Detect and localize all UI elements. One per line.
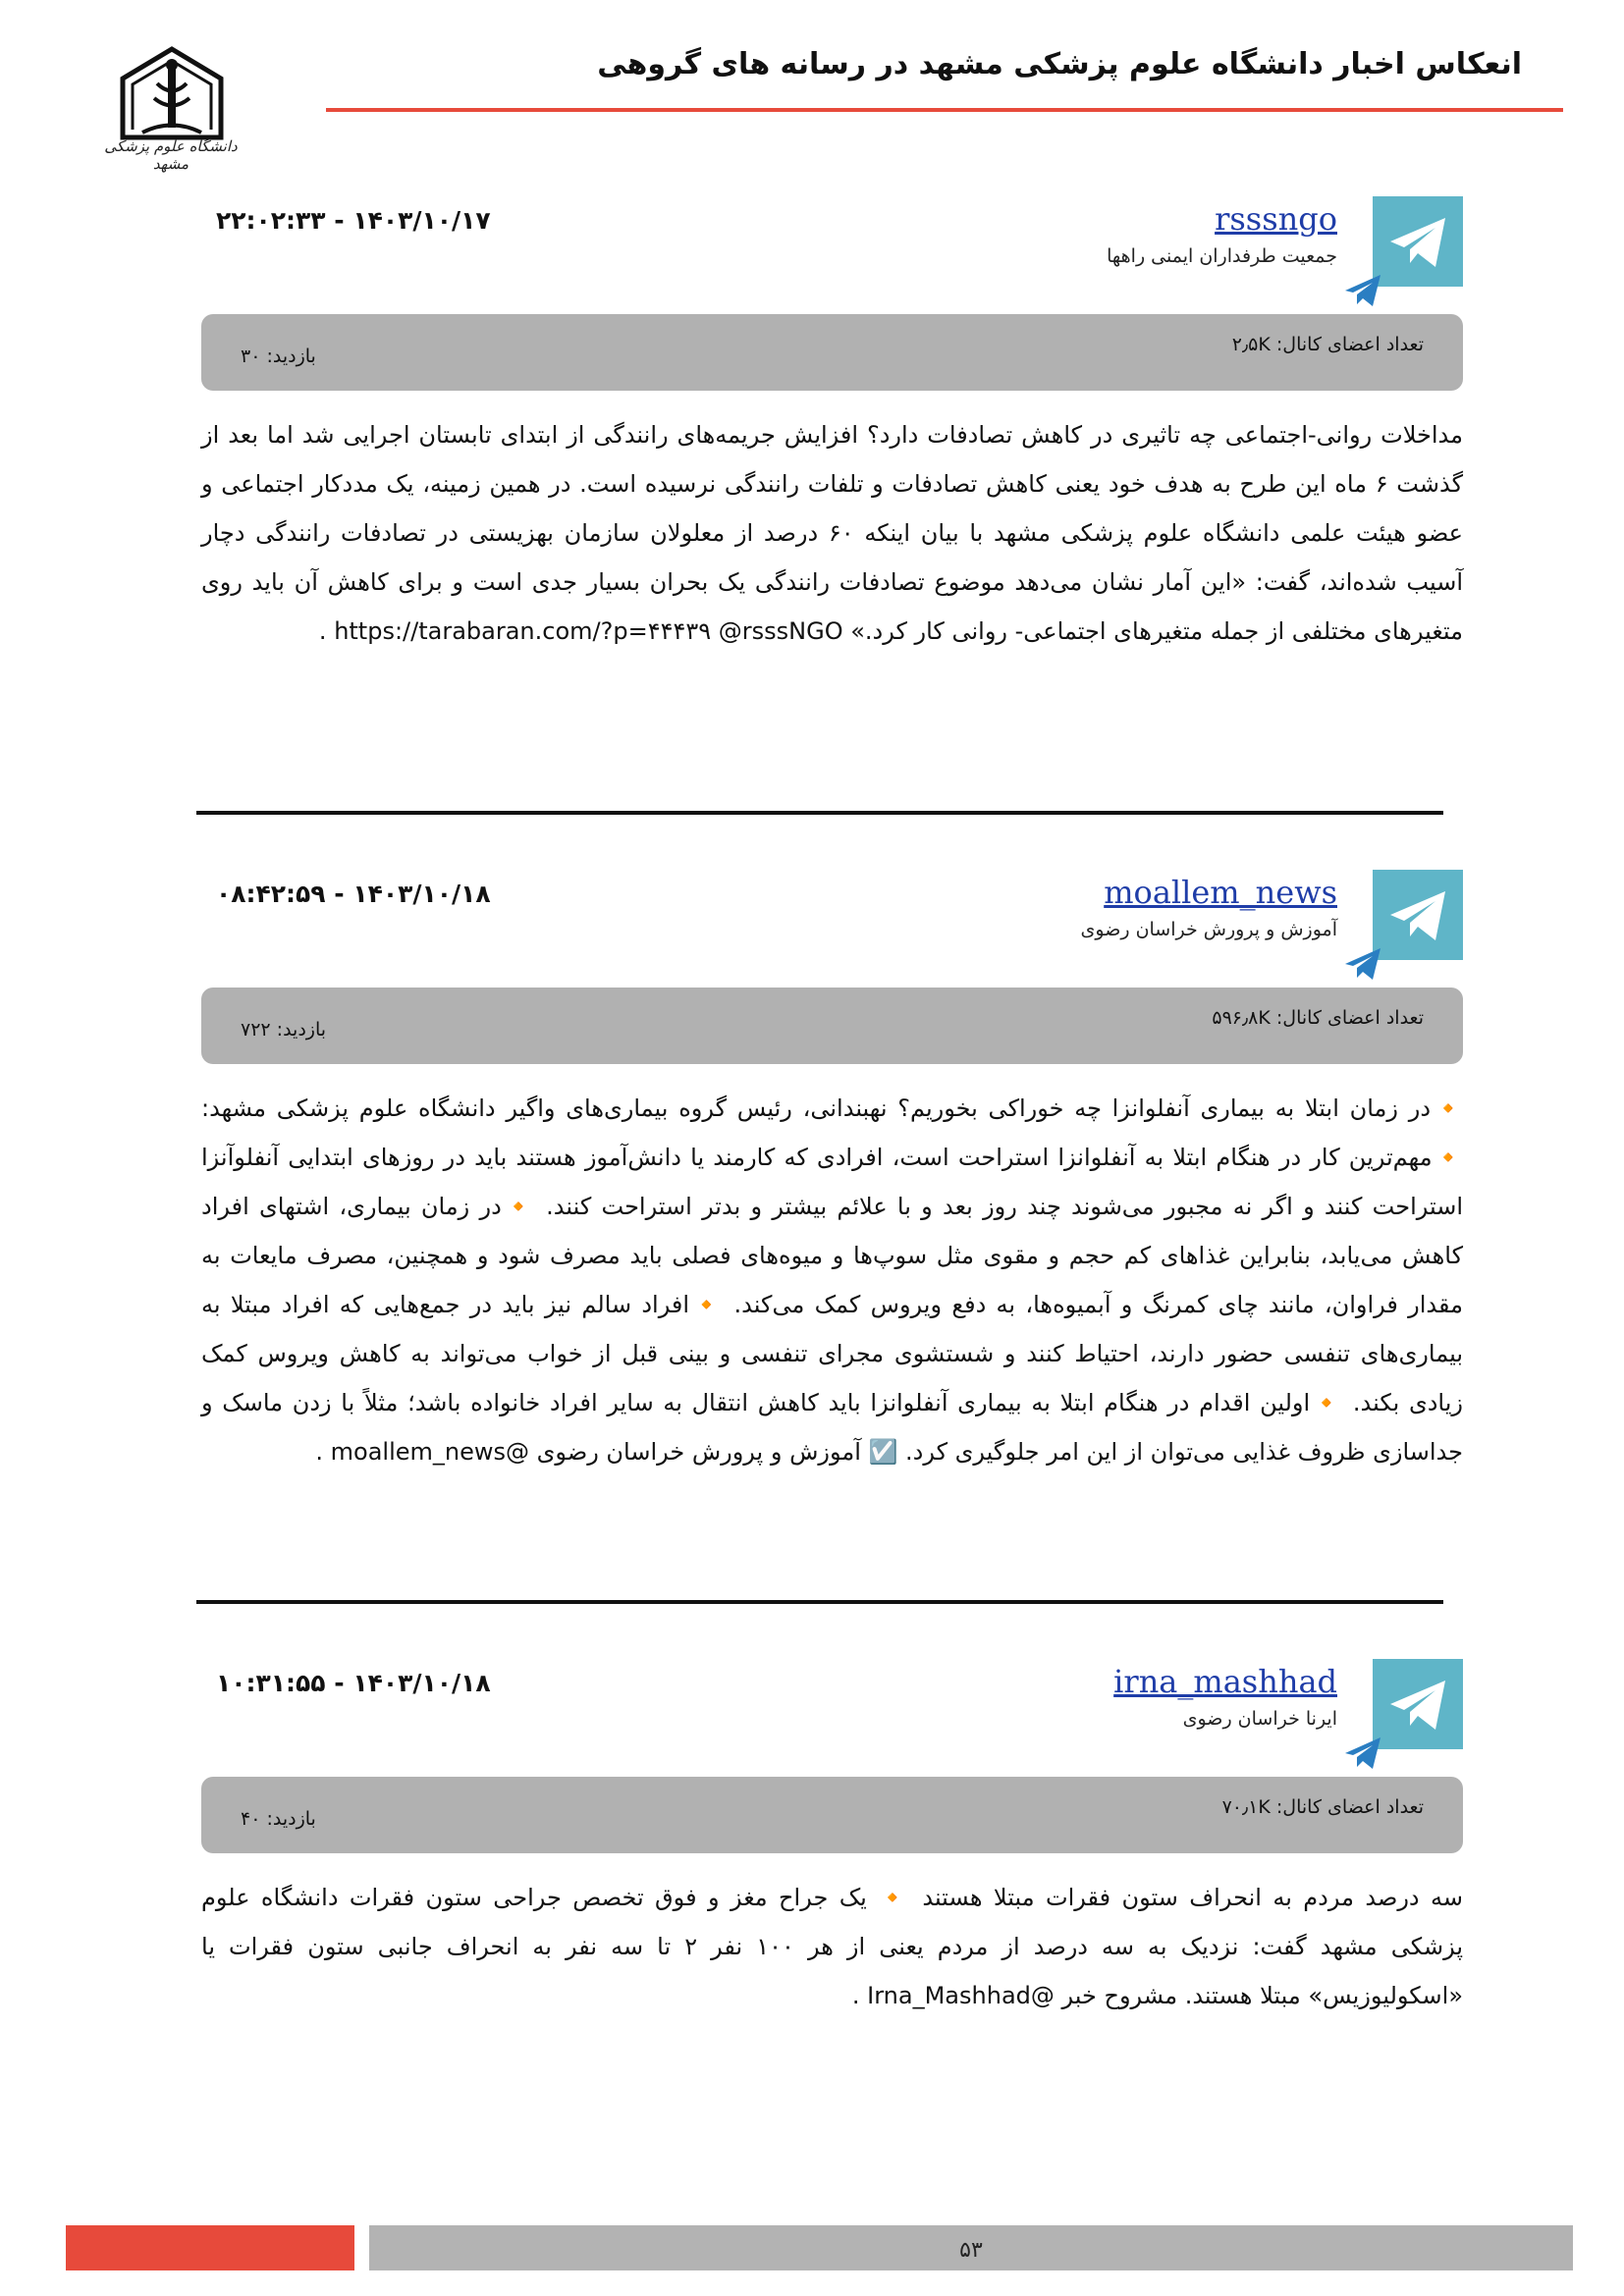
post-separator (196, 1600, 1443, 1604)
view-count: بازدید: ۷۲۲ (241, 1019, 327, 1041)
telegram-icon[interactable] (1373, 1659, 1463, 1749)
page-number: ۵۳ (959, 2238, 983, 2263)
post-1 (196, 196, 1463, 687)
stats-bar (201, 988, 1463, 1064)
channel-subtitle: ایرنا خراسان رضوی (1182, 1708, 1337, 1730)
view-count: بازدید: ۴۰ (241, 1808, 316, 1830)
stats-bar (201, 314, 1463, 391)
post-date: ۲۲:۰۲:۳۳ - ۱۴۰۳/۱۰/۱۷ (216, 206, 491, 235)
channel-subtitle: آموزش و پرورش خراسان رضوی (1080, 919, 1337, 940)
channel-link[interactable]: irna_mashhad (1113, 1663, 1337, 1700)
post-3 (196, 1659, 1463, 2052)
logo-caption: دانشگاه علوم پزشکی مشهد (104, 137, 238, 173)
channel-link[interactable]: moallem_news (1104, 874, 1337, 911)
channel-link[interactable]: rsssngo (1215, 200, 1337, 238)
post-body: 🔸در زمان ابتلا به بیماری آنفلوانزا چه خوراکی بخوریم؟ نهبندانی، رئیس گروه بیماری‌های واگیر دانشگاه علوم پزشکی مشهد: 🔸مهم‌ترین کار در هنگام ابتلا به آنفلوانزا استراحت است، افرادی که کارمند یا دانش‌آموز هستند باید در روزهای ابتدایی آنفلوآنزا استراحت کنند و اگر نه مجبور می‌شوند چند روز بعد و با علائم بیشتر و بدتر استراحت کنند. 🔸در زمان بیماری، اشتهای افراد کاهش می‌یابد، بنابراین غذاهای کم حجم و مقوی مثل سوپ‌ها و میوه‌های فصلی باید مصرف شود و همچنین، مصرف مایعات به مقدار فراوان، مانند چای کمرنگ و آبمیوه‌ها، به دفع ویروس کمک می‌کند. 🔸افراد سالم نیز باید در جمع‌هایی که افراد مبتلا به بیماری‌های تنفسی حضور دارند، احتیاط کنند و شستشوی مجرای تنفسی و بینی قبل از خواب می‌تواند به کاهش ویروس کمک زیادی بکند. 🔸اولین اقدام در هنگام ابتلا به بیماری آنفلوانزا باید کاهش انتقال به سایر افراد خانواده باشد؛ مثلاً با زدن ماسک و جداسازی ظروف غذایی می‌توان از این امر جلوگیری کرد. ☑️ آموزش و پرورش خراسان رضوی @moallem_news . (201, 1095, 1463, 1466)
post-separator (196, 811, 1443, 815)
member-count: تعداد اعضای کانال: ۷۰٫۱K (1221, 1796, 1424, 1818)
header-rule (326, 108, 1563, 112)
telegram-icon[interactable] (1373, 870, 1463, 960)
post-date: ۰۸:۴۲:۵۹ - ۱۴۰۳/۱۰/۱۸ (216, 880, 491, 908)
university-seal-icon (103, 39, 241, 147)
channel-subtitle: جمعیت طرفداران ایمنی راهها (1107, 245, 1337, 267)
footer-accent-bar (66, 2225, 354, 2270)
telegram-plane-icon (1343, 273, 1382, 308)
post-body: سه درصد مردم به انحراف ستون فقرات مبتلا هستند 🔸 یک جراح مغز و فوق تخصص جراحی ستون فقرات دانشگاه علوم پزشکی مشهد گفت: نزدیک به سه درصد از مردم یعنی از هر ۱۰۰ نفر ۲ تا سه نفر به انحراف جانبی ستون فقرات یا «اسکولیوزیس» مبتلا هستند. مشروح خبر @Irna_Mashhad . (201, 1884, 1463, 2009)
post-2 (196, 870, 1463, 1537)
post-body: مداخلات روانی-اجتماعی چه تاثیری در کاهش تصادفات دارد؟ افزایش جریمه‌های رانندگی از ابتدای تابستان اجرایی شد اما بعد از گذشت ۶ ماه این طرح به هدف خود یعنی کاهش تصادفات و تلفات رانندگی نرسیده است. در همین زمینه، یک مددکار اجتماعی و عضو هیئت علمی دانشگاه علوم پزشکی مشهد با بیان اینکه ۶۰ درصد از معلولان سازمان بهزیستی در تصادفات رانندگی دچار آسیب شده‌اند، گفت: «این آمار نشان می‌دهد موضوع تصادفات رانندگی یک بحران بسیار جدی است و برای کاهش آن باید روی متغیرهای مختلفی از جمله متغیرهای اجتماعی- روانی کار کرد.» https://tarabaran.com/?p=۴۴۴۳۹ @rsssNGO . (201, 421, 1463, 645)
post-date: ۱۰:۳۱:۵۵ - ۱۴۰۳/۱۰/۱۸ (216, 1669, 491, 1697)
member-count: تعداد اعضای کانال: ۲٫۵K (1231, 334, 1424, 355)
member-count: تعداد اعضای کانال: ۵۹۶٫۸K (1212, 1007, 1424, 1029)
stats-bar (201, 1777, 1463, 1853)
telegram-plane-icon (1343, 1735, 1382, 1771)
page-header-title: انعکاس اخبار دانشگاه علوم پزشکی مشهد در رسانه های گروهی (597, 47, 1522, 81)
view-count: بازدید: ۳۰ (241, 346, 316, 367)
telegram-icon[interactable] (1373, 196, 1463, 287)
telegram-plane-icon (1343, 946, 1382, 982)
